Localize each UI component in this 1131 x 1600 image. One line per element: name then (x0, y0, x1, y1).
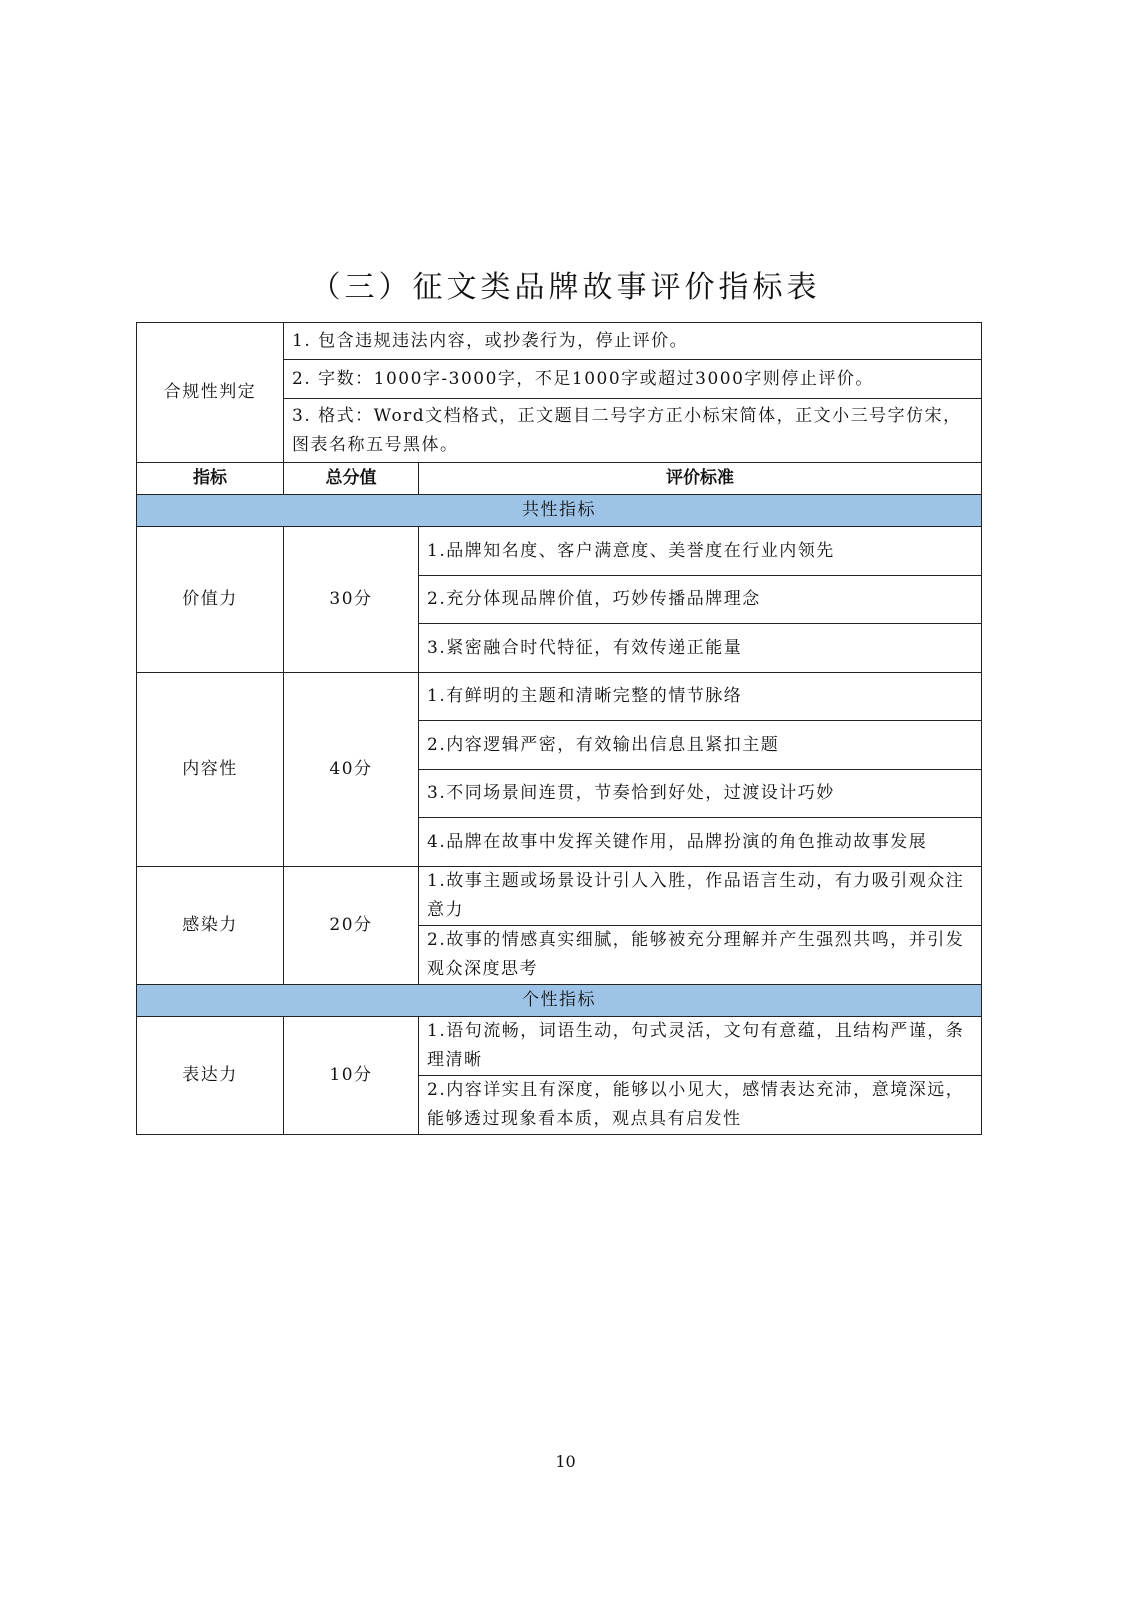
section-common: 共性指标 (137, 495, 982, 527)
indicator-name: 表达力 (137, 1017, 284, 1135)
page-number: 10 (555, 1452, 576, 1471)
header-criteria: 评价标准 (419, 463, 982, 495)
criteria-item: 3.不同场景间连贯，节奏恰到好处，过渡设计巧妙 (419, 770, 982, 818)
indicator-name: 感染力 (137, 867, 284, 985)
indicator-score: 20分 (284, 867, 419, 985)
indicator-name: 价值力 (137, 527, 284, 673)
criteria-item: 2.内容详实且有深度，能够以小见大，感情表达充沛，意境深远，能够透过现象看本质，观点具有启发性 (419, 1076, 982, 1135)
section-individual: 个性指标 (137, 985, 982, 1017)
indicator-score: 30分 (284, 527, 419, 673)
indicator-score: 10分 (284, 1017, 419, 1135)
compliance-rule-1: 1. 包含违规违法内容，或抄袭行为，停止评价。 (284, 323, 982, 360)
compliance-rule-3: 3. 格式：Word文档格式，正文题目二号字方正小标宋简体，正文小三号字仿宋，图表名称五号黑体。 (284, 399, 982, 463)
compliance-label: 合规性判定 (137, 323, 284, 463)
compliance-rule-2: 2. 字数：1000字-3000字，不足1000字或超过3000字则停止评价。 (284, 360, 982, 399)
header-score: 总分值 (284, 463, 419, 495)
criteria-item: 2.故事的情感真实细腻，能够被充分理解并产生强烈共鸣，并引发观众深度思考 (419, 926, 982, 985)
criteria-item: 2.充分体现品牌价值，巧妙传播品牌理念 (419, 576, 982, 624)
criteria-item: 1.故事主题或场景设计引人入胜，作品语言生动，有力吸引观众注意力 (419, 867, 982, 926)
criteria-item: 1.语句流畅，词语生动，句式灵活，文句有意蕴，且结构严谨，条理清晰 (419, 1017, 982, 1076)
criteria-item: 1.品牌知名度、客户满意度、美誉度在行业内领先 (419, 527, 982, 576)
evaluation-table (136, 322, 982, 1135)
indicator-name: 内容性 (137, 673, 284, 867)
criteria-item: 2.内容逻辑严密，有效输出信息且紧扣主题 (419, 721, 982, 770)
criteria-item: 4.品牌在故事中发挥关键作用，品牌扮演的角色推动故事发展 (419, 818, 982, 867)
header-indicator: 指标 (137, 463, 284, 495)
page-title: （三）征文类品牌故事评价指标表 (310, 270, 821, 305)
criteria-item: 1.有鲜明的主题和清晰完整的情节脉络 (419, 673, 982, 721)
criteria-item: 3.紧密融合时代特征，有效传递正能量 (419, 624, 982, 673)
indicator-score: 40分 (284, 673, 419, 867)
